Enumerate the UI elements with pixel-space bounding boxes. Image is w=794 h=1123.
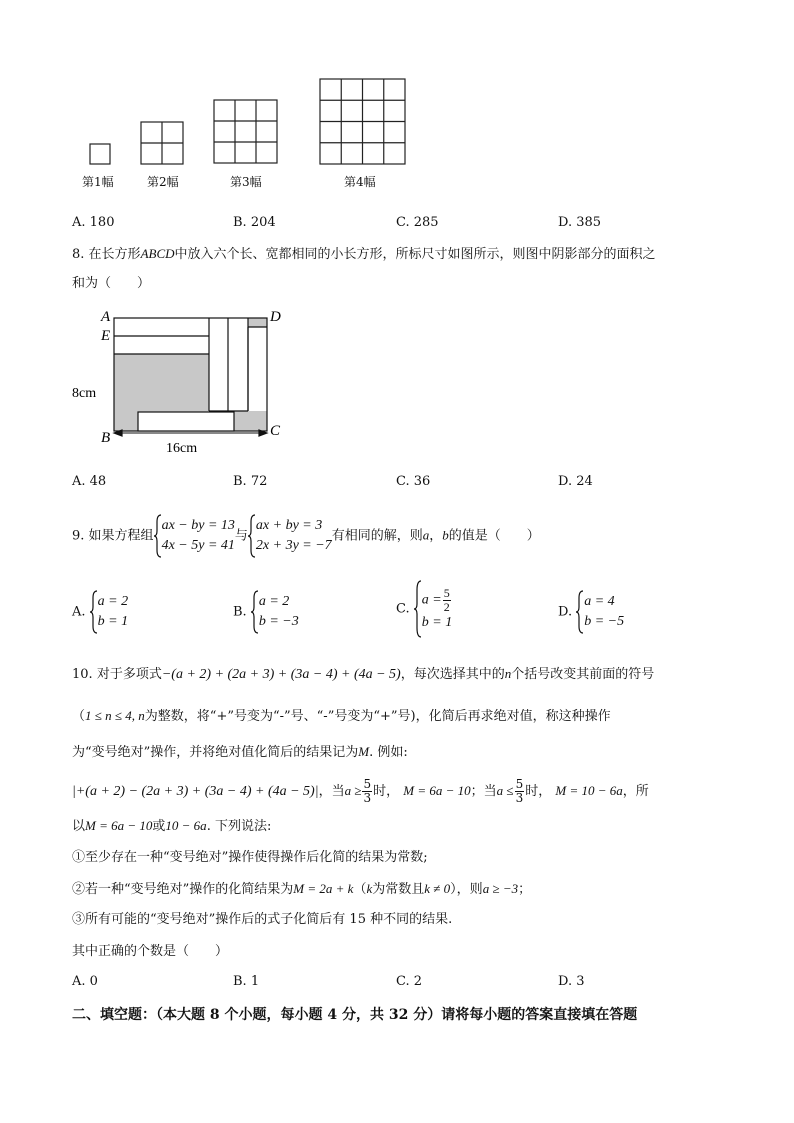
- q8-option-d: D. 24: [558, 474, 593, 489]
- q8-option-a: A. 48: [72, 474, 107, 489]
- q8-option-c: C. 36: [396, 474, 431, 489]
- q7-option-c: C. 285: [396, 215, 439, 230]
- q10-option-b: B. 1: [233, 974, 260, 989]
- grid-2: [141, 122, 183, 164]
- label-d: D: [270, 309, 281, 325]
- q10-line3: 为“变号绝对”操作，并将绝对值化简后的结果记为M. 例如:: [72, 744, 408, 760]
- q7-option-a: A. 180: [72, 215, 115, 230]
- q8-line2: 和为（ ）: [72, 276, 151, 291]
- q9-system-1: ax − by = 13 4x − 5y = 41: [154, 514, 235, 558]
- q10-statement-1: ①至少存在一种“变号绝对”操作使得操作后化简的结果为常数;: [72, 850, 428, 865]
- q10-question: 其中正确的个数是（ ）: [72, 944, 229, 959]
- q10-option-d: D. 3: [558, 974, 585, 989]
- caption-1: 第1幅: [82, 175, 114, 189]
- q7-option-d: D. 385: [558, 215, 602, 230]
- q10-statement-2: ②若一种“变号绝对”操作的化简结果为M = 2a + k（k为常数且k ≠ 0），则a ≥ −3；: [72, 881, 532, 897]
- square-grid-figure: [0, 0, 794, 200]
- q10-line2: （1 ≤ n ≤ 4, n为整数，将“+”号变为“-”号、“-”号变为“+”号)，化简后再求绝对值，称这种操作: [72, 708, 611, 724]
- q10-line1: 10. 对于多项式−(a + 2) + (2a + 3) + (3a − 4) + (4a − 5)，每次选择其中的n个括号改变其前面的符号: [72, 666, 655, 682]
- section-2-heading: 二、填空题：（本大题 8 个小题，每小题 4 分，共 32 分）请将每小题的答案直接填在答题: [72, 1007, 638, 1023]
- caption-4: 第4幅: [344, 175, 376, 189]
- q9-option-a: A. a = 2 b = 1: [72, 590, 128, 634]
- caption-3: 第3幅: [230, 175, 262, 189]
- caption-2: 第2幅: [147, 175, 179, 189]
- grid-1: [90, 144, 110, 164]
- q7-option-b: B. 204: [233, 215, 276, 230]
- rectangle-abcd-figure: [0, 300, 320, 465]
- q9-option-c: C. a = $\frac{5}{2}$ b = 1: [396, 580, 452, 638]
- grid-3: [214, 100, 277, 163]
- q10-example: |+(a + 2) − (2a + 3) + (3a − 4) + (4a − 5)|，当a ≥ $\frac{5}{3}$ 时， M = 6a − 10；当a ≤ $\frac{5}{3}$ 时， M = 10 − 6a，所: [72, 777, 649, 805]
- label-8cm: 8cm: [72, 386, 97, 401]
- q10-option-c: C. 2: [396, 974, 423, 989]
- label-16cm: 16cm: [166, 441, 198, 456]
- label-a: A: [101, 309, 111, 325]
- q10-line5: 以M = 6a − 10或10 − 6a. 下列说法:: [72, 818, 272, 834]
- q8-option-b: B. 72: [233, 474, 268, 489]
- grid-4: [320, 79, 405, 164]
- q9-system-2: ax + by = 3 2x + 3y = −7: [248, 514, 332, 558]
- q10-option-a: A. 0: [72, 974, 98, 989]
- label-b: B: [101, 430, 111, 446]
- q9-stem: 9. 如果方程组 ax − by = 13 4x − 5y = 41 与 ax + by = 3 2x + 3y = −7 有相同的解，则a，b的值是（ ）: [72, 514, 540, 558]
- label-e: E: [101, 328, 111, 344]
- q10-statement-3: ③所有可能的“变号绝对”操作后的式子化简后有 15 种不同的结果.: [72, 912, 453, 927]
- q8-line1: 8. 在长方形ABCD中放入六个长、宽都相同的小长方形，所标尺寸如图所示，则图中阴影部分的面积之: [72, 246, 656, 262]
- q9-option-d: D. a = 4 b = −5: [558, 590, 624, 634]
- label-c: C: [270, 423, 281, 439]
- q9-option-b: B. a = 2 b = −3: [233, 590, 299, 634]
